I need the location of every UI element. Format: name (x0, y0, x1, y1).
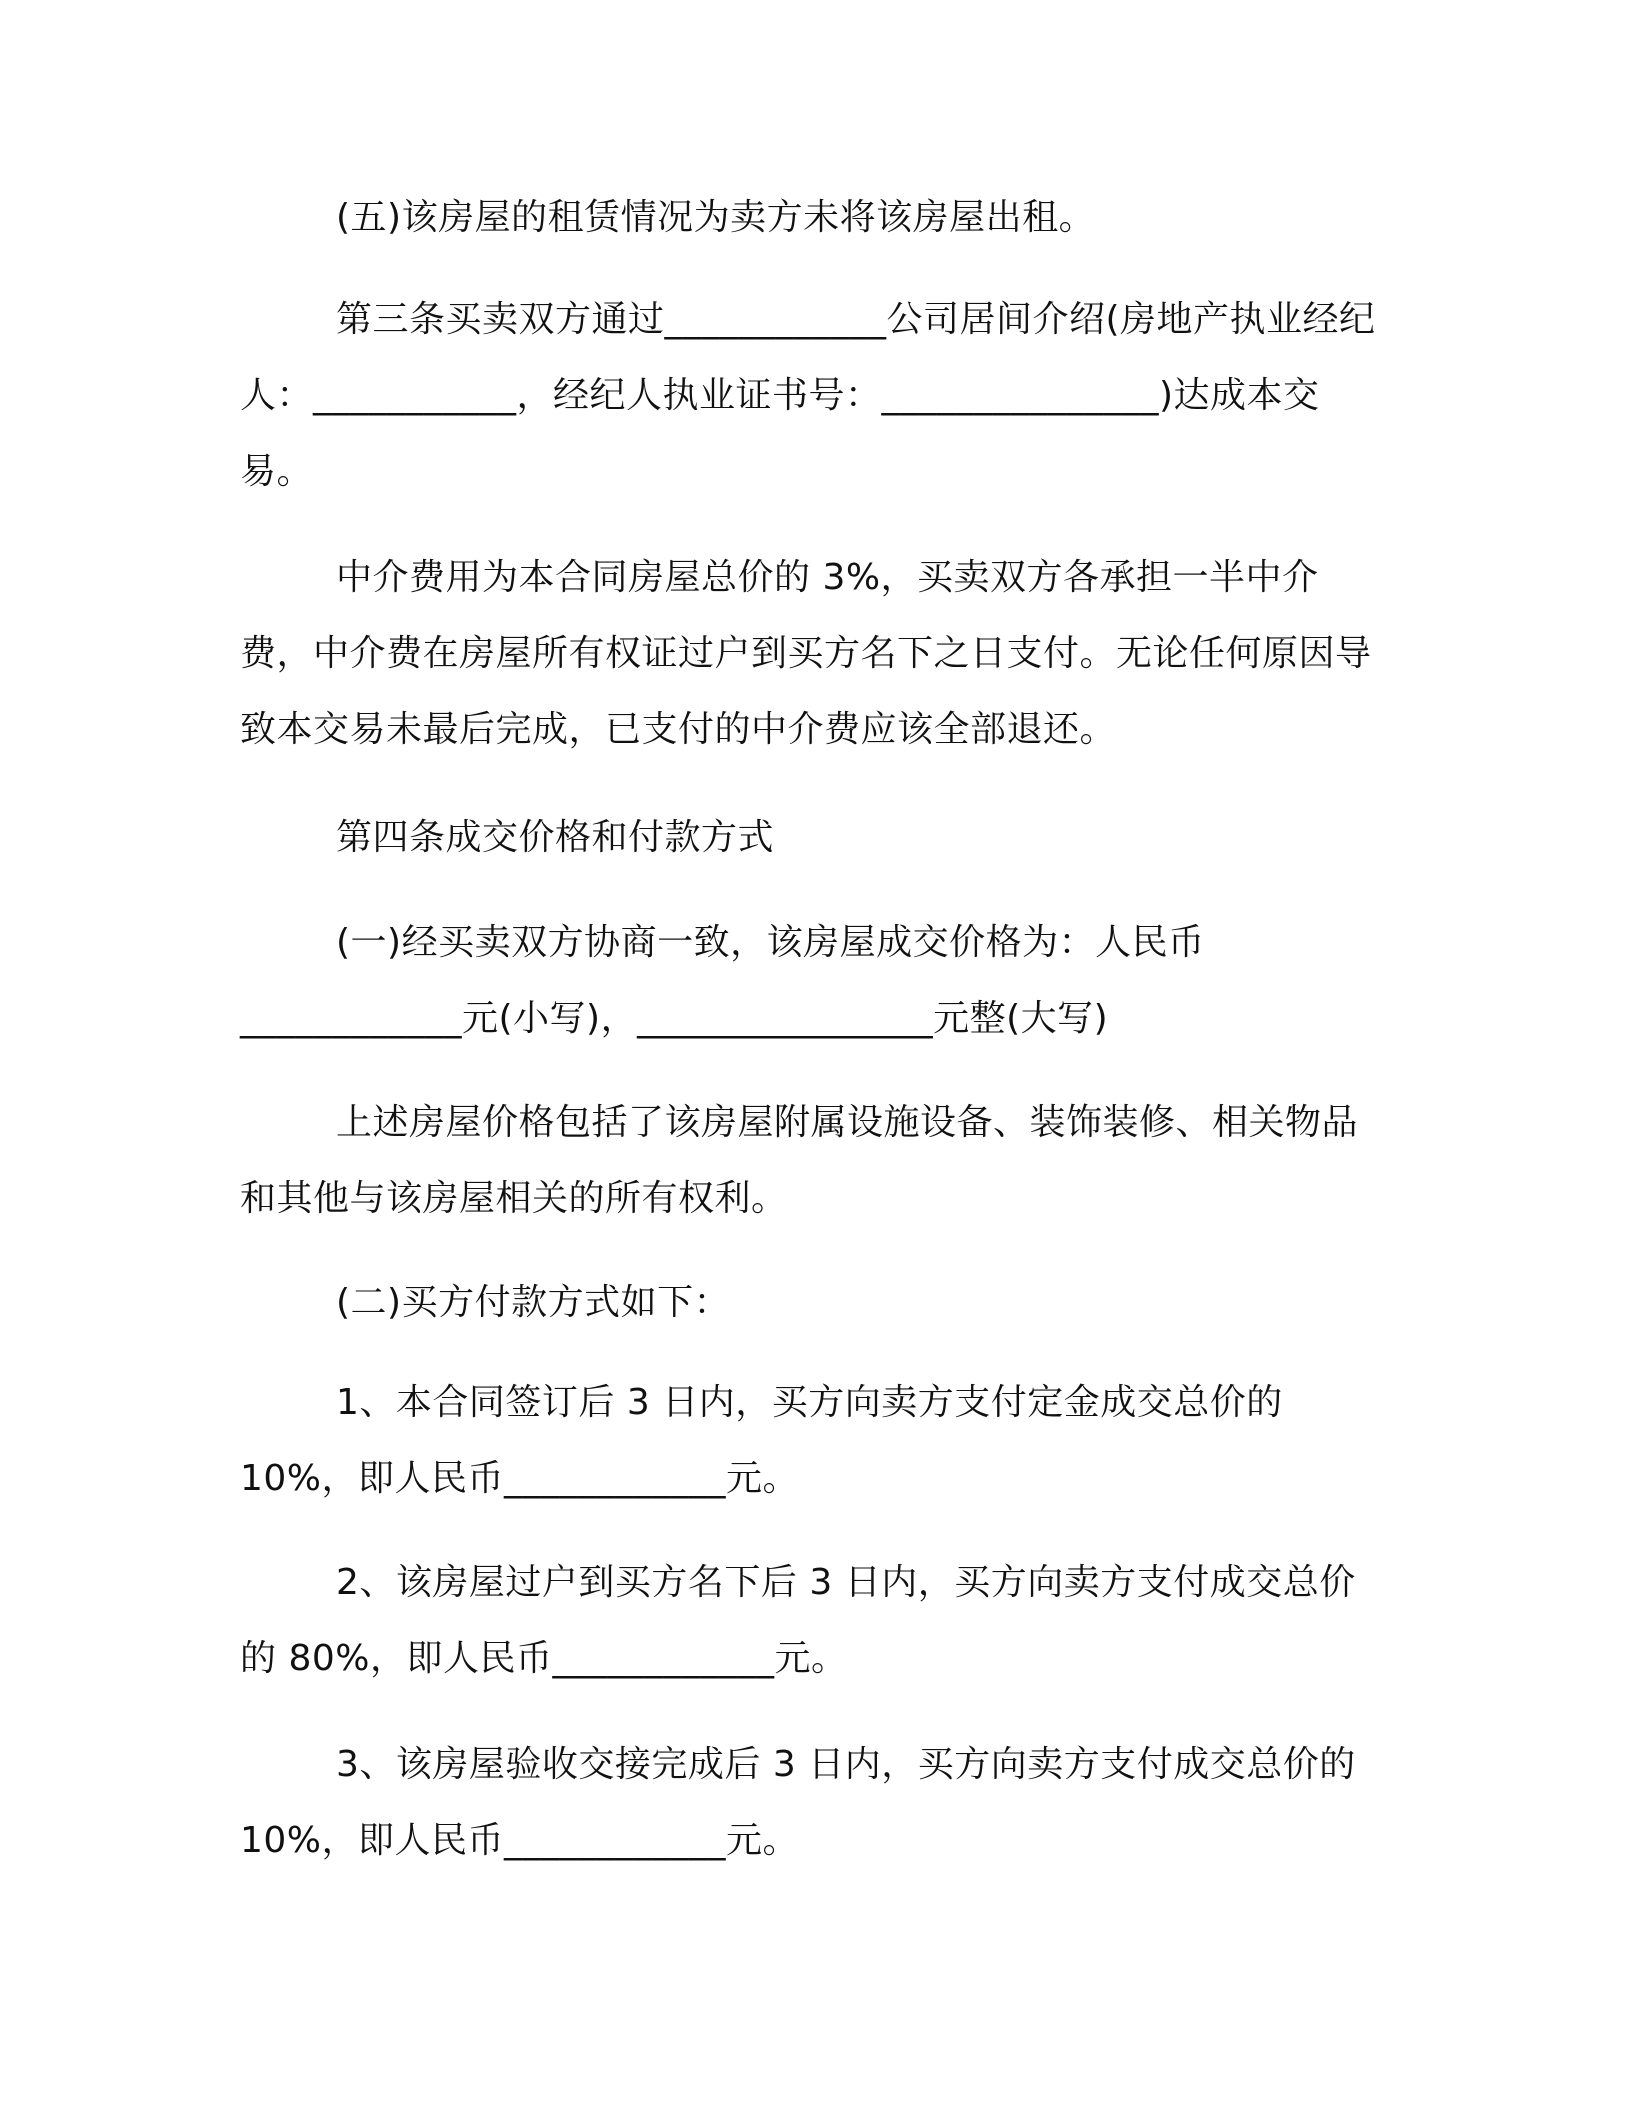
payment-item-3: 3、该房屋验收交接完成后 3 日内，买方向卖方支付成交总价的10%，即人民币____________元。 (240, 1744, 1356, 1861)
agency-fee-paragraph: 中介费用为本合同房屋总价的 3%，买卖双方各承担一半中介费，中介费在房屋所有权证过户到买方名下之日支付。无论任何原因导致本交易未最后完成，已支付的中介费应该全部退还。 (240, 557, 1372, 750)
article-4-heading: 第四条成交价格和付款方式 (336, 817, 775, 858)
clause-1-price: (一)经买卖双方协商一致，该房屋成交价格为：人民币____________元(小写)，________________元整(大写) (240, 922, 1205, 1039)
price-inclusion-paragraph: 上述房屋价格包括了该房屋附属设施设备、装饰装修、相关物品和其他与该房屋相关的所有权利。 (240, 1102, 1359, 1219)
clause-2-payment-method: (二)买方付款方式如下： (336, 1282, 731, 1323)
clause-5-rental-status: (五)该房屋的租赁情况为卖方未将该房屋出租。 (336, 197, 1096, 238)
payment-item-2: 2、该房屋过户到买方名下后 3 日内，买方向卖方支付成交总价的 80%，即人民币____________元。 (240, 1562, 1356, 1679)
article-3-intermediary: 第三条买卖双方通过____________公司居间介绍(房地产执业经纪人：___________，经纪人执业证书号：_______________)达成本交易。 (240, 299, 1376, 492)
payment-item-1: 1、本合同签订后 3 日内，买方向卖方支付定金成交总价的 10%，即人民币____________元。 (240, 1382, 1295, 1499)
